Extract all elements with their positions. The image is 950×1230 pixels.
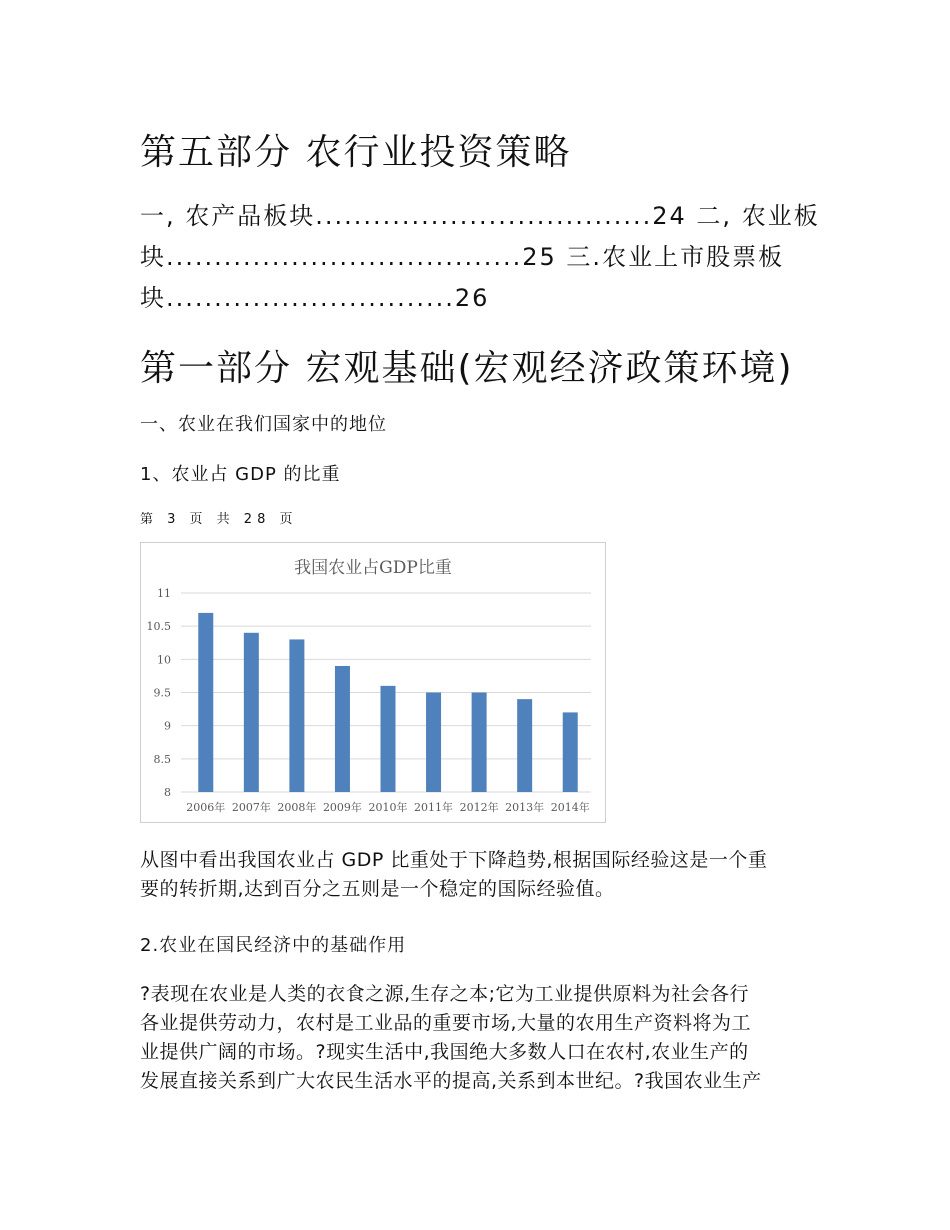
y-tick-label: 9 (164, 719, 171, 733)
toc-line[interactable]: 一, 农产品板块...................................24 二, 农业板 (140, 202, 820, 230)
y-tick-label: 10.5 (146, 620, 171, 634)
bar-2012年 (472, 693, 487, 793)
x-tick-label: 2014年 (550, 801, 590, 814)
y-tick-label: 10 (157, 653, 171, 667)
page-number: 第 3 页 共 28 页 (140, 512, 298, 527)
paragraph-2 (140, 980, 820, 1096)
x-tick-label: 2012年 (459, 801, 499, 814)
paragraph-line: 要的转折期,达到百分之五则是一个稳定的国际经验值。 (140, 878, 615, 900)
section-heading: 一、农业在我们国家中的地位 (140, 414, 387, 435)
x-tick-label: 2008年 (277, 801, 317, 814)
paragraph-line: 发展直接关系到广大农民生活水平的提高,关系到本世纪。?我国农业生产 (140, 1070, 762, 1092)
x-tick-label: 2010年 (368, 801, 408, 814)
bar-2013年 (517, 699, 532, 792)
table-of-contents (140, 196, 820, 319)
bar-2011年 (426, 693, 441, 793)
paragraph-line: 从图中看出我国农业占 GDP 比重处于下降趋势,根据国际经验这是一个重 (140, 849, 768, 871)
paragraph-line: ?表现在农业是人类的衣食之源,生存之本;它为工业提供原料为社会各行 (140, 983, 750, 1005)
bar-2008年 (289, 639, 304, 792)
bar-2014年 (563, 712, 578, 792)
y-tick-label: 8.5 (153, 752, 171, 766)
paragraph-1 (140, 846, 820, 904)
gdp-chart (140, 542, 606, 823)
part5-heading: 第五部分 农行业投资策略 (140, 132, 572, 173)
paragraph-line: 各业提供劳动力，农村是工业品的重要市场,大量的农用生产资料将为工 (140, 1012, 752, 1034)
y-tick-label: 9.5 (153, 686, 171, 700)
bar-2009年 (335, 666, 350, 792)
x-tick-label: 2013年 (505, 801, 545, 814)
paragraph-line: 业提供广阔的市场。?现实生活中,我国绝大多数人口在农村,农业生产的 (140, 1041, 749, 1063)
bar-2010年 (381, 686, 396, 792)
part1-heading: 第一部分 宏观基础(宏观经济政策环境) (140, 348, 794, 389)
x-tick-label: 2006年 (186, 801, 226, 814)
section-heading-2: 2.农业在国民经济中的基础作用 (140, 935, 407, 956)
x-tick-label: 2007年 (231, 801, 271, 814)
y-tick-label: 11 (157, 587, 171, 600)
toc-line[interactable]: 块..............................26 (140, 284, 490, 312)
y-tick-label: 8 (164, 786, 171, 799)
subsection-heading: 1、农业占 GDP 的比重 (140, 464, 341, 485)
toc-line[interactable]: 块.....................................25 三.农业上市股票板 (140, 243, 785, 271)
x-tick-label: 2011年 (414, 801, 454, 814)
bar-2007年 (244, 633, 259, 792)
chart-title: 我国农业占GDP比重 (294, 558, 452, 578)
bar-2006年 (198, 613, 213, 792)
x-tick-label: 2009年 (322, 801, 362, 814)
chart-svg (141, 543, 605, 822)
